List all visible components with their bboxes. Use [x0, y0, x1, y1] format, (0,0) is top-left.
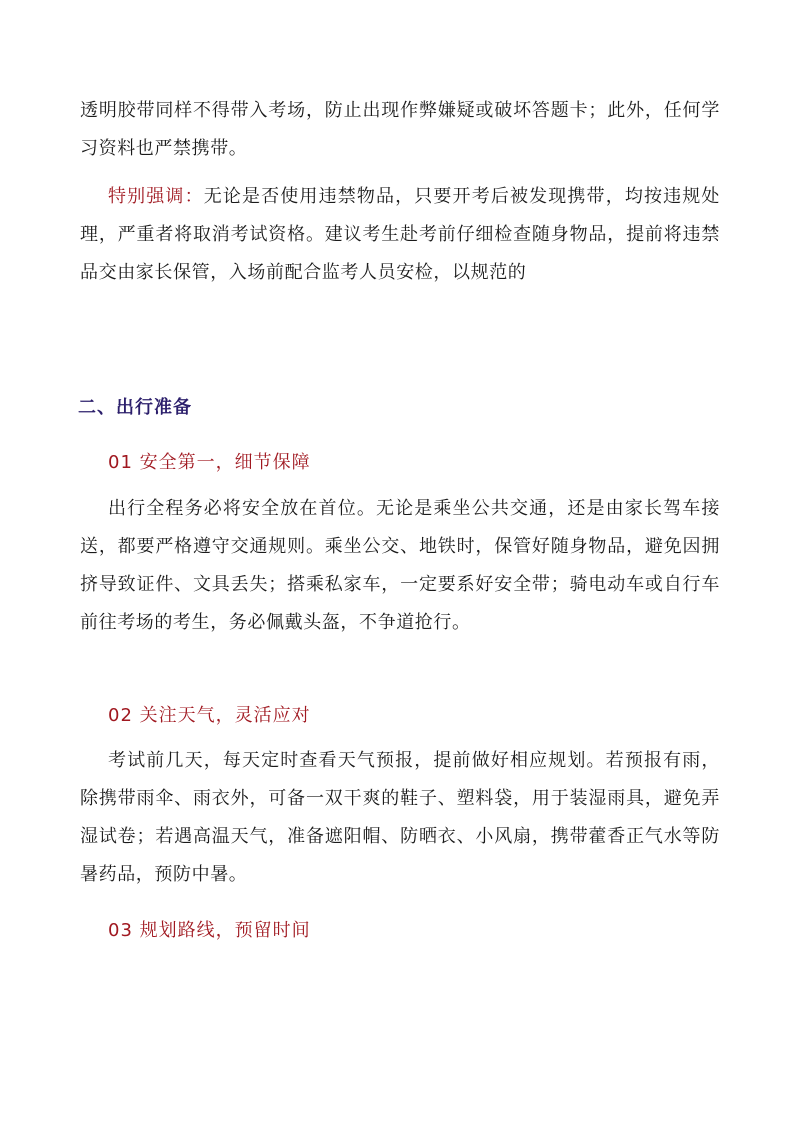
emphasis-label: 特别强调： — [108, 186, 204, 207]
section-title: 二、出行准备 — [78, 397, 192, 418]
emphasis-paragraph — [80, 178, 720, 292]
subheading-02: 02 关注天气，灵活应对 — [108, 705, 311, 726]
body-paragraph-01: 出行全程务必将安全放在首位。无论是乘坐公共交通，还是由家长驾车接送，都要严格遵守交通规则。乘坐公交、地铁时，保管好随身物品，避免因拥挤导致证件、文具丢失；搭乘私家车，一定要系好安全带；骑电动车或自行车前往考场的考生，务必佩戴头盔，不争道抢行。 — [80, 498, 720, 633]
subheading-01: 01 安全第一，细节保障 — [108, 452, 311, 473]
intro-paragraph: 透明胶带同样不得带入考场，防止出现作弊嫌疑或破坏答题卡；此外，任何学习资料也严禁携带。 — [80, 100, 720, 159]
emphasis-text: 无论是否使用违禁物品，只要开考后被发现携带，均按违规处理，严重者将取消考试资格。建议考生赴考前仔细检查随身物品，提前将违禁品交由家长保管，入场前配合监考人员安检，以规范的 — [80, 186, 721, 283]
body-paragraph-02: 考试前几天，每天定时查看天气预报，提前做好相应规划。若预报有雨，除携带雨伞、雨衣外，可备一双干爽的鞋子、塑料袋，用于装湿雨具，避免弄湿试卷；若遇高温天气，准备遮阳帽、防晒衣、小风扇，携带藿香正气水等防暑药品，预防中暑。 — [80, 750, 720, 885]
subheading-03: 03 规划路线，预留时间 — [108, 920, 311, 941]
